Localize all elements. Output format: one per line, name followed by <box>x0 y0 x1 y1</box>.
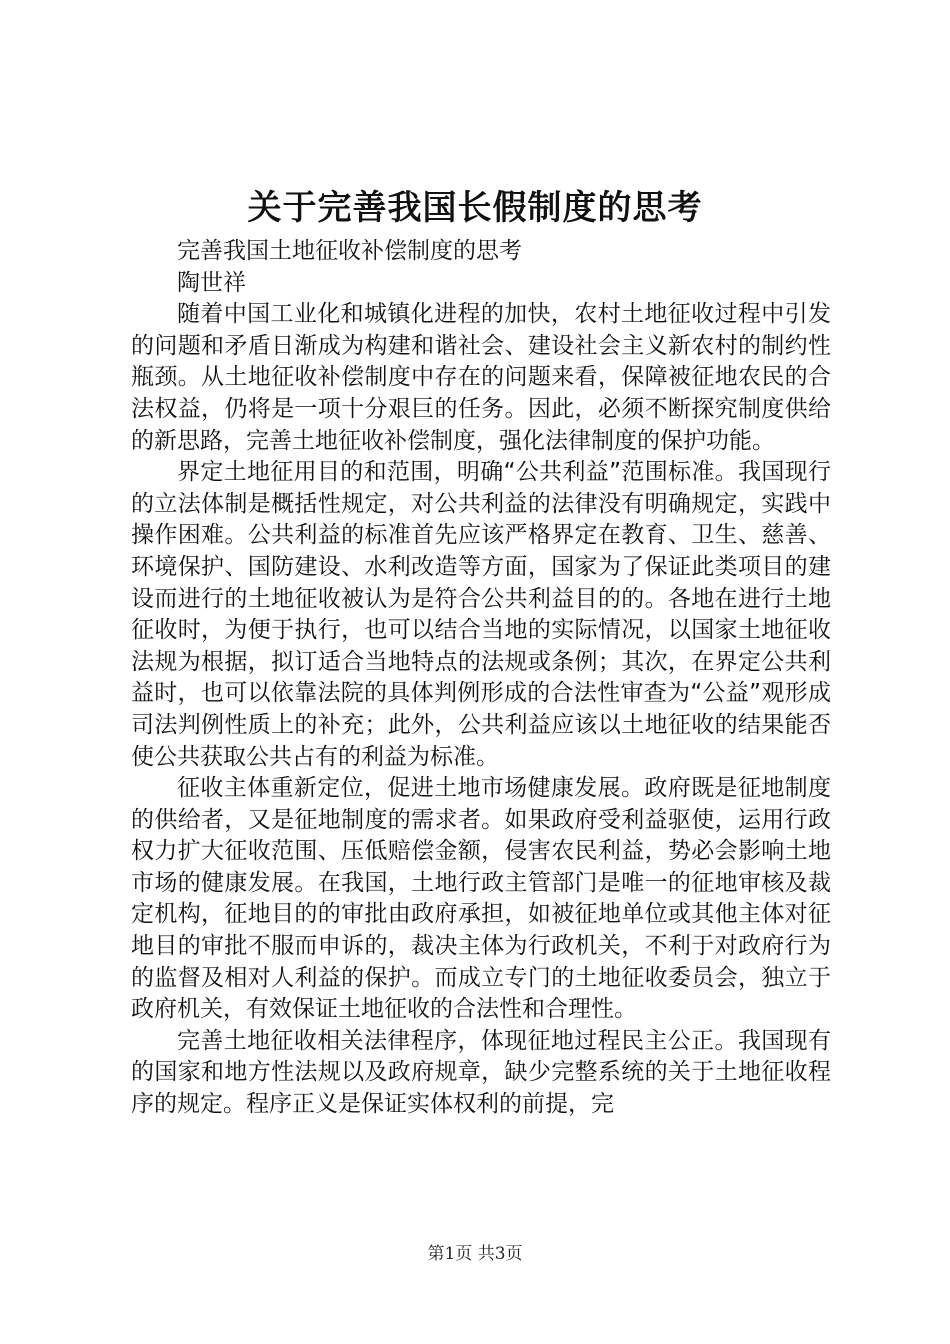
document-title: 关于完善我国长假制度的思考 <box>247 188 703 228</box>
paragraph-public-interest: 界定土地征用目的和范围，明确“公共利益”范围标准。我国现行的立法体制是概括性规定，对公共利益的法律没有明确规定，实践中操作困难。公共利益的标准首先应该严格界定在教育、卫生、慈善、环境保护、国防建设、水利改造等方面，国家为了保证此类项目的建设而进行的土地征收被认为是符合公共利益目的的。各地在进行土地征收时，为便于执行，也可以结合当地的实际情况，以国家土地征收法规为根据，拟订适合当地特点的法规或条例；其次，在界定公共利益时，也可以依靠法院的具体判例形成的合法性审查为“公益”观形成司法判例性质上的补充；此外，公共利益应该以土地征收的结果能否使公共获取公共占有的利益为标准。 <box>131 459 831 770</box>
paragraph-expropriation-subject: 征收主体重新定位，促进土地市场健康发展。政府既是征地制度的供给者，又是征地制度的需求者。如果政府受利益驱使，运用行政权力扩大征收范围、压低赔偿金额，侵害农民利益，势必会影响土地市场的健康发展。在我国，土地行政主管部门是唯一的征地审核及裁定机构，征地目的的审批由政府承担，如被征地单位或其他主体对征地目的审批不服而申诉的，裁决主体为行政机关，不利于对政府行为的监督及相对人利益的保护。而成立专门的土地征收委员会，独立于政府机关，有效保证土地征收的合法性和合理性。 <box>131 775 831 1023</box>
document-subtitle: 完善我国土地征收补偿制度的思考 <box>177 238 522 264</box>
document-author: 陶世祥 <box>177 269 246 296</box>
document-body <box>131 236 831 1121</box>
paragraph-legal-procedure: 完善土地征收相关法律程序，体现征地过程民主公正。我国现有的国家和地方性法规以及政府规章，缺少完整系统的关于土地征收程序的规定。程序正义是保证实体权利的前提，完 <box>131 1027 831 1118</box>
paragraph-intro: 随着中国工业化和城镇化进程的加快，农村土地征收过程中引发的问题和矛盾日渐成为构建和谐社会、建设社会主义新农村的制约性瓶颈。从土地征收补偿制度中存在的问题来看，保障被征地农民的合法权益，仍将是一项十分艰巨的任务。因此，必须不断探究制度供给的新思路，完善土地征收补偿制度，强化法律制度的保护功能。 <box>131 301 831 454</box>
page-number: 第1页 共3页 <box>427 1244 523 1264</box>
